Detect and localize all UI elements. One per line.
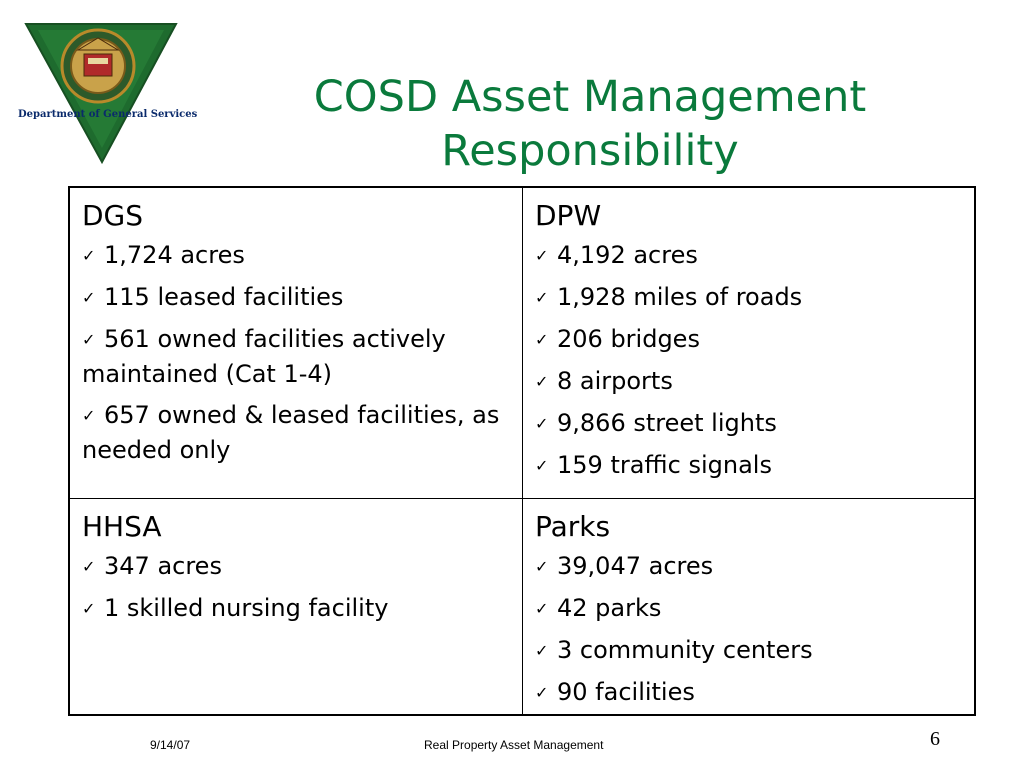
cell-heading: DGS (82, 199, 144, 232)
check-triangle-icon: ✓ (535, 330, 549, 349)
list-item: ✓ 1,724 acres (82, 238, 510, 273)
list-item: ✓ 42 parks (535, 591, 962, 626)
check-triangle-icon: ✓ (82, 599, 96, 618)
page-number: 6 (930, 728, 940, 750)
list-item: ✓ 90 facilities (535, 675, 962, 710)
check-triangle-icon: ✓ (535, 456, 549, 475)
seal-emblem-icon (18, 20, 198, 166)
check-triangle-icon: ✓ (82, 330, 96, 349)
department-logo (18, 20, 198, 166)
cell-parks (523, 499, 974, 714)
check-triangle-icon: ✓ (535, 557, 549, 576)
list-item: ✓ 8 airports (535, 364, 962, 399)
check-triangle-icon: ✓ (535, 683, 549, 702)
check-triangle-icon: ✓ (535, 599, 549, 618)
list-item: ✓ 1,928 miles of roads (535, 280, 962, 315)
cell-dgs (70, 188, 523, 499)
check-triangle-icon: ✓ (535, 288, 549, 307)
cell-dpw (523, 188, 974, 499)
list-item: ✓ 657 owned & leased facilities, as needed only (82, 401, 500, 464)
list-item: ✓ 159 traffic signals (535, 448, 962, 483)
list-item: ✓ 115 leased facilities (82, 280, 510, 315)
list-item: ✓ 347 acres (82, 549, 510, 584)
list-item: ✓ 39,047 acres (535, 549, 962, 584)
title-line-2: Responsibility (441, 126, 739, 176)
cell-heading: DPW (535, 199, 602, 232)
slide-title (230, 70, 950, 178)
footer-date: 9/14/07 (150, 738, 191, 752)
asset-responsibility-table (68, 186, 976, 716)
cell-heading: Parks (535, 510, 611, 543)
list-item: ✓ 9,866 street lights (535, 406, 962, 441)
check-triangle-icon: ✓ (82, 246, 96, 265)
footer-title: Real Property Asset Management (424, 738, 604, 752)
check-triangle-icon: ✓ (535, 414, 549, 433)
list-item: ✓ 1 skilled nursing facility (82, 591, 510, 626)
list-item: ✓ 561 owned facilities actively maintained (Cat 1-4) (82, 325, 446, 388)
list-item: ✓ 206 bridges (535, 322, 962, 357)
list-item: ✓ 3 community centers (535, 633, 962, 668)
check-triangle-icon: ✓ (535, 372, 549, 391)
cell-heading: HHSA (82, 510, 162, 543)
check-triangle-icon: ✓ (82, 406, 96, 425)
logo-caption: Department of General Services (18, 109, 198, 120)
check-triangle-icon: ✓ (535, 641, 549, 660)
check-triangle-icon: ✓ (82, 557, 96, 576)
title-line-1: COSD Asset Management (313, 72, 867, 122)
check-triangle-icon: ✓ (82, 288, 96, 307)
check-triangle-icon: ✓ (535, 246, 549, 265)
list-item: ✓ 4,192 acres (535, 238, 962, 273)
cell-hhsa (70, 499, 523, 714)
